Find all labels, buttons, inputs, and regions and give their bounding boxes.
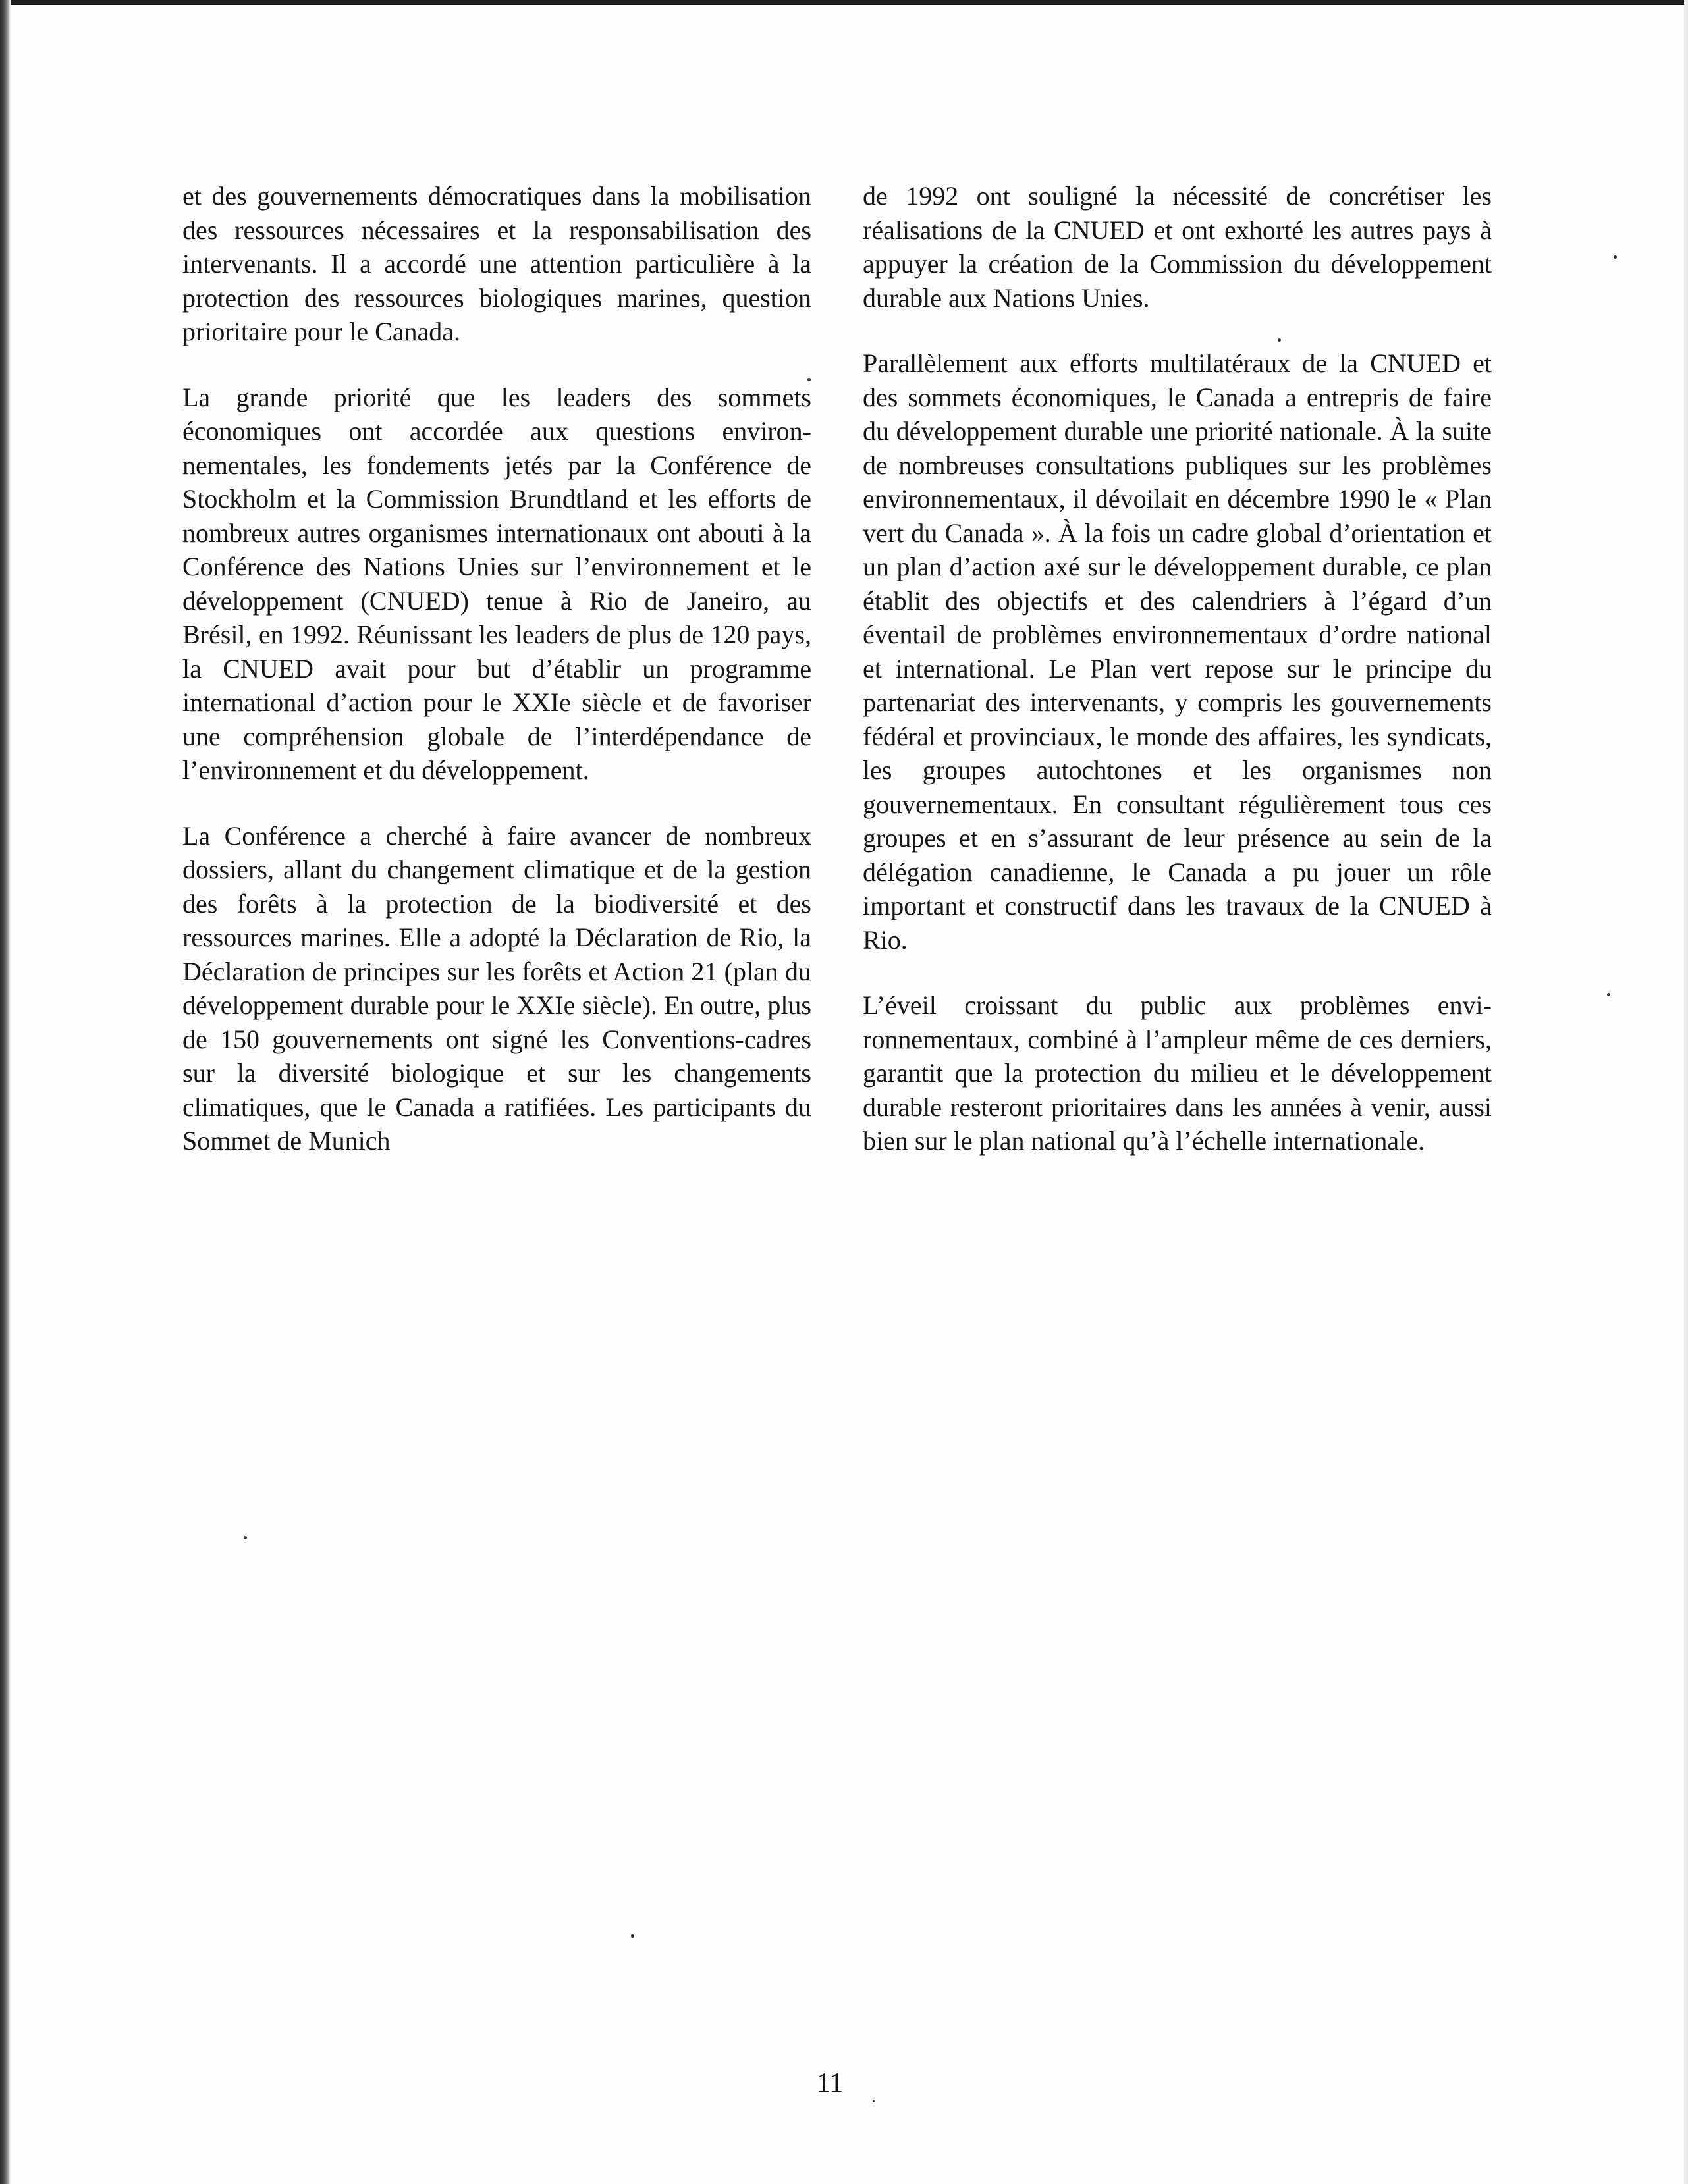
- scan-speck: [631, 1934, 634, 1938]
- right-column: [863, 179, 1492, 1190]
- paragraph-left-1: et des gouvernements démocratiques dans la mobilisation des ressources nécessaires et la responsabilisation des intervenants. Il a accordé une attention particulière à la protection des ressources biologiques marines, question prioritaire pour le Canada.: [182, 181, 811, 346]
- scan-speck: [1607, 993, 1610, 996]
- paragraph-right-1: de 1992 ont souligné la nécessité de concrétiser les réalisations de la CNUED et ont exhorté les autres pays à appuyer la création de la Commission du développement durable aux Nations Unies.: [863, 181, 1492, 313]
- page-top-border: [0, 0, 1688, 5]
- paragraph-right-2: Parallèlement aux efforts multilatéraux de la CNUED et des sommets économiques, le Canada a entrepris de faire du développement durable une priorité nationale. À la suite de nombreuses consultations publiques sur les problèmes environnementaux, il dévoilait en décembre 1990 le « Plan vert du Canada ». À la fois un cadre global d’orientation et un plan d’action axé sur le développement durable, ce plan établit des objectifs et des calendriers à l’égard d’un éventail de problèmes environnementaux d’ordre national et international. Le Plan vert repose sur le principe du partenariat des intervenants, y compris les gouvernements fédéral et provinciaux, le monde des affaires, les syndicats, les groupes autochtones et les organismes non gouvernementaux. En consultant régulièrement tous ces groupes et en s’assurant de leur présence au sein de la délégation canadienne, le Canada a pu jouer un rôle important et constructif dans les travaux de la CNUED à Rio.: [863, 348, 1492, 955]
- paragraph-left-3: La Conférence a cherché à faire avancer de nombreux dossiers, allant du changement climatique et de la gestion des forêts à la protection de la biodiversité et des ressources marines. Elle a adopté la Déclaration de Rio, la Déclaration de principes sur les forêts et Action 21 (plan du développement durable pour le XXIe siècle). En outre, plus de 150 gouvernements ont signé les Conventions-cadres sur la diversité biologique et sur les changements climatiques, que le Canada a ratifiées. Les participants du Sommet de Munich: [182, 820, 811, 1156]
- left-column: [182, 179, 811, 1190]
- scan-speck: [244, 1536, 247, 1539]
- scan-left-edge: [0, 0, 11, 2184]
- page-number: 11: [816, 2068, 844, 2098]
- scan-speck: [807, 378, 811, 381]
- scan-speck: [873, 2100, 875, 2102]
- scan-speck: [1278, 338, 1281, 342]
- paragraph-left-2: La grande priorité que les leaders des sommets économiques ont accordée aux questions environnementales, les fondements jetés par la Conférence de Stockholm et la Commission Brundtland et les efforts de nombreux autres organismes internationaux ont abouti à la Conférence des Nations Unies sur l’environnement et le développement (CNUED) tenue à Rio de Janeiro, au Brésil, en 1992. Réunissant les leaders de plus de 120 pays, la CNUED avait pour but d’établir un programme international d’action pour le XXIe siècle et de favoriser une compréhension globale de l’interdépendance de l’environnement et du développement.: [182, 382, 811, 785]
- scan-speck: [1614, 255, 1617, 259]
- paragraph-right-3: L’éveil croissant du public aux problèmes environnementaux, combiné à l’ampleur même de ces derniers, garantit que la protection du milieu et le développement durable resteront prioritaires dans les années à venir, aussi bien sur le plan national qu’à l’échelle internationale.: [863, 990, 1492, 1156]
- scan-right-edge: [1684, 0, 1688, 2184]
